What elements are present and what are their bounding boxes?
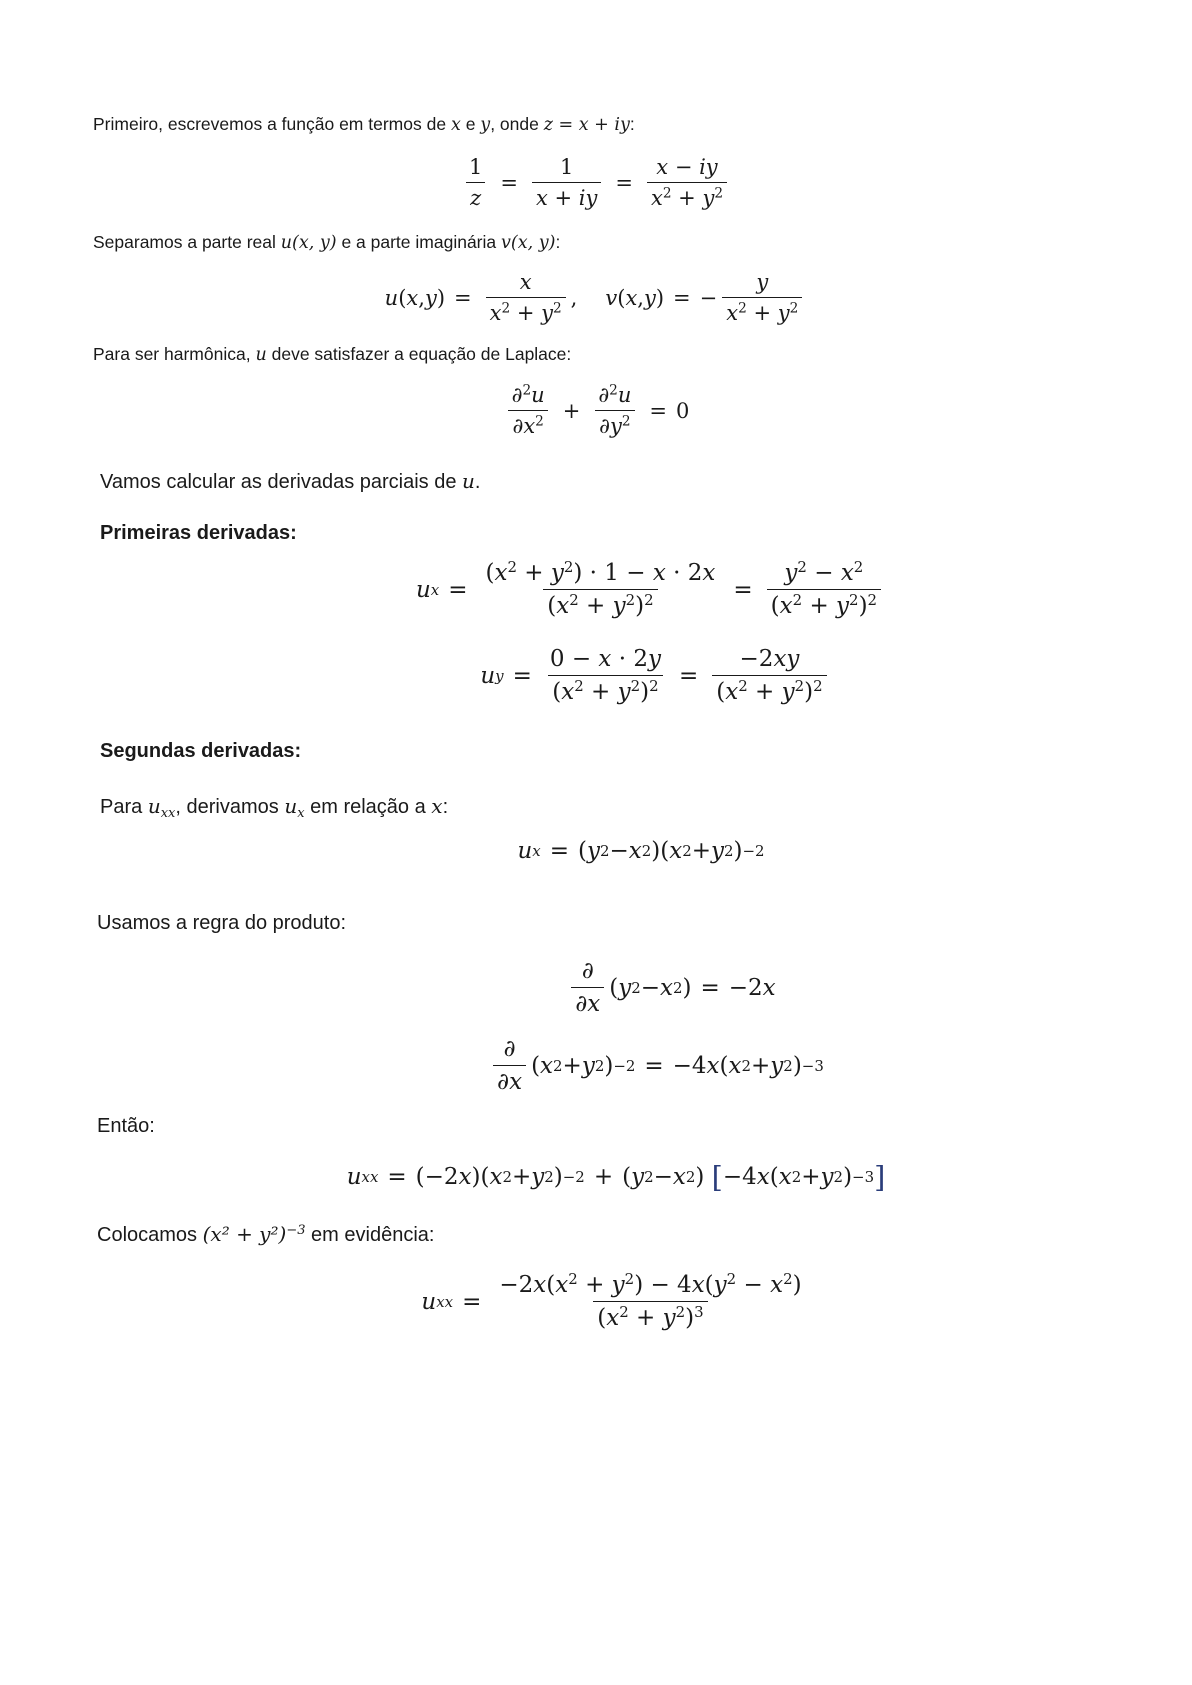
equation-uxx-final: u xx = $\frac{-2x(x^2 + y^2) - 4x(y^2 - x^2)}{(x^2 + y^2)^3}$: [421, 1269, 802, 1331]
intro-text: Primeiro, escrevemos a função em termos de: [93, 114, 447, 134]
separate-mid-text: e a parte imaginária: [341, 232, 497, 252]
uxx-text-b: , derivamos: [175, 796, 279, 818]
where-text: , onde: [490, 114, 539, 134]
uxx-paragraph: Para $u_{xx}$, derivamos $u_x$ em relação a x:: [100, 794, 449, 821]
equation-ux: u x = $\frac{(x^2 + y^2) \cdot 1 - x \cdot 2x}{(x^2 + y^2)^2}$ = $\frac{y^2 - x^2}{(x^2 + y^2)^2}$: [0, 560, 1192, 619]
harmonic-text-b: deve satisfazer a equação de Laplace:: [271, 344, 572, 364]
product-rule-paragraph: Usamos a regra do produto:: [97, 912, 347, 934]
separate-text: Separamos a parte real: [93, 232, 276, 252]
factor-paragraph: [97, 1222, 434, 1247]
factor-inline: $(x^2 + y^2)^{-3}$: [202, 1222, 306, 1246]
var-x-2: x: [431, 794, 443, 818]
then-paragraph: Então:: [97, 1115, 155, 1137]
partials-paragraph: Vamos calcular as derivadas parciais de u.: [100, 469, 481, 493]
factor-text-a: Colocamos: [97, 1224, 198, 1246]
heading-second-derivatives: Segundas derivadas:: [100, 740, 302, 762]
equation-reciprocal: $\frac{1}{z}$ = $\frac{1}{x + iy}$ = $\frac{x - iy}{x^2 + y^2}$: [0, 155, 1192, 210]
harmonic-text-a: Para ser harmônica,: [93, 344, 251, 364]
intro-paragraph: Primeiro, escrevemos a função em termos de x e y, onde z = x + iy:: [93, 114, 635, 135]
equation-uy: u y = $\frac{0 - x \cdot 2y}{(x^2 + y^2)^2}$ = $\frac{-2xy}{(x^2 + y^2)^2}$: [0, 646, 1192, 705]
uxx-text-a: Para: [100, 796, 143, 818]
equation-uxx-expanded: u xx = (−2 x )( x 2 + y 2 ) −2 + ( y 2 − x 2 ) [ −4 x ( x 2 + y 2 ) −3 ]: [346, 1160, 886, 1194]
u-x-inline: $u_x$: [284, 794, 305, 821]
equation-ux-product: u x = ( y 2 − x 2 )( x 2 + y 2 ) −2: [517, 838, 765, 864]
equation-derivative-1: $\frac{\partial}{\partial x}$ ( y 2 − x 2 ) = −2 x: [0, 958, 1192, 1017]
equation-derivative-2: $\frac{\partial}{\partial x}$ ( x 2 + y 2 ) −2 = −4 x ( x 2 + y 2 ) −3: [0, 1036, 1192, 1095]
var-u: u: [255, 345, 267, 365]
equation-laplace: $\frac{\partial^2u}{\partial x^2}$ + $\frac{\partial^2u}{\partial y^2}$ = 0: [0, 383, 1192, 438]
separate-paragraph: Separamos a parte real u(x, y) e a parte imaginária v(x, y):: [93, 232, 561, 253]
u-xx-inline: $u_{xx}$: [147, 794, 176, 821]
harmonic-paragraph: [93, 344, 571, 365]
u-xy: u(x, y): [280, 233, 337, 253]
var-y: y: [480, 115, 491, 135]
uxx-text-c: em relação a: [310, 796, 426, 818]
partials-text: Vamos calcular as derivadas parciais de: [100, 471, 457, 493]
equation-u-v: u ( x , y ) = $\frac{x}{x^2 + y^2}$ , v ( x , y ) = − $\frac{y}{x^2 + y^2}$: [0, 270, 1192, 325]
var-x: x: [450, 115, 461, 135]
z-definition: z = x + iy: [543, 115, 630, 135]
factor-text-b: em evidência:: [311, 1224, 435, 1246]
heading-first-derivatives: Primeiras derivadas:: [100, 522, 297, 544]
conj-e: e: [465, 114, 476, 134]
var-u-2: u: [462, 469, 475, 493]
v-xy: v(x, y): [501, 233, 556, 253]
